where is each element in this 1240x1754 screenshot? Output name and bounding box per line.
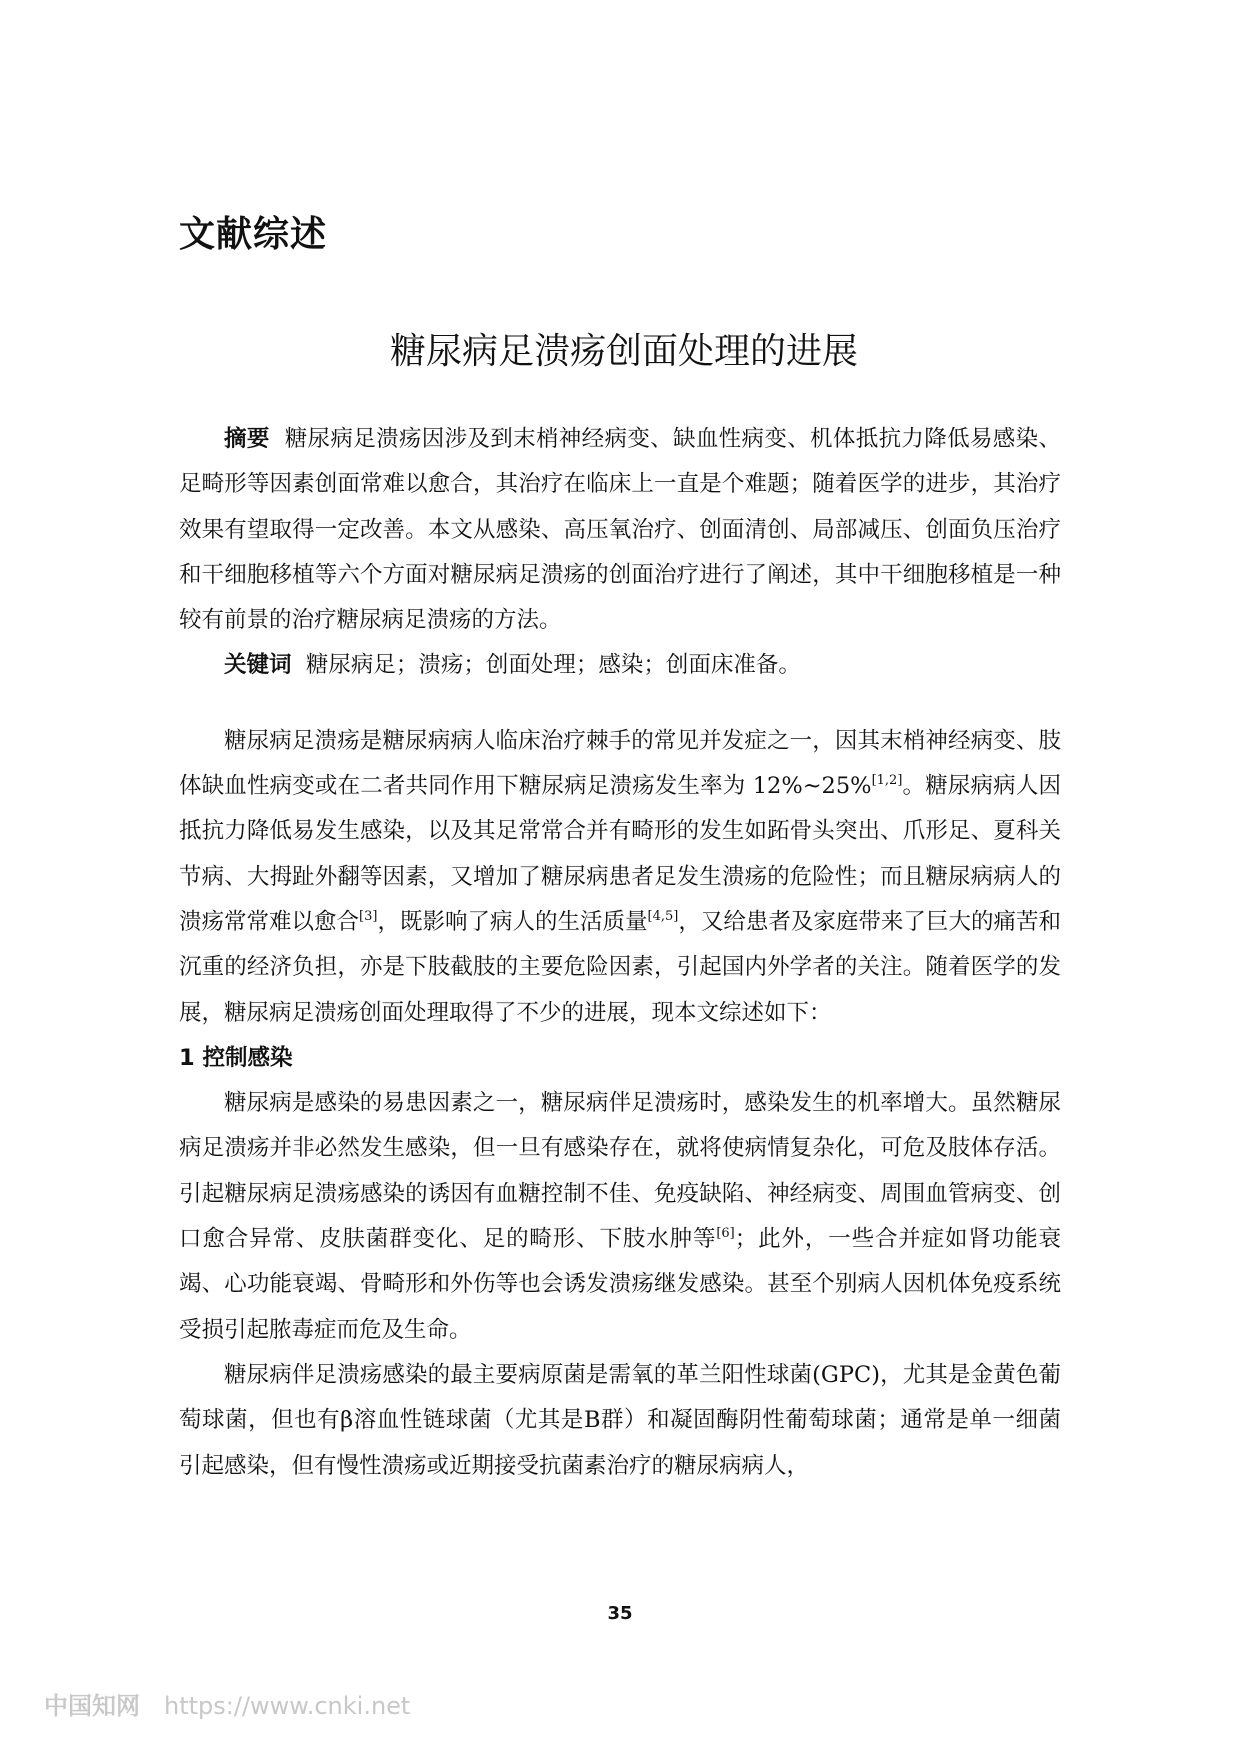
watermark bbox=[44, 1686, 410, 1721]
keywords-label: 关键词 bbox=[224, 652, 292, 679]
watermark-url: https://www.cnki.net bbox=[164, 1692, 411, 1720]
intro-text-3: ，既影响了病人的生活质量 bbox=[377, 908, 648, 935]
section1-text-1: 糖尿病是感染的易患因素之一，糖尿病伴足溃疡时，感染发生的机率增大。虽然糖尿病足溃疡并非必然发生感染，但一旦有感染存在，就将使病情复杂化，可危及肢体存活。引起糖尿病足溃疡感染的诱因有血糖控制不佳、免疫缺陷、神经病变、周围血管病变、创口愈合异常、皮肤菌群变化、足的畸形、下肢水肿等 bbox=[179, 1090, 1061, 1253]
intro-text-4: ，又给患者及家庭带来了巨大的痛苦和沉重的经济负担，亦是下肢截肢的主要危险因素，引起国内外学者的关注。随着医学的发展，糖尿病足溃疡创面处理取得了不少的进展，现本文综述如下： bbox=[179, 908, 1061, 1026]
intro-text-2: 。糖尿病病人因抵抗力降低易发生感染，以及其足常常合并有畸形的发生如跖骨头突出、爪形足、夏科关节病、大拇趾外翻等因素，又增加了糖尿病患者足发生溃疡的危险性；而且糖尿病病人的溃疡常常难以愈合 bbox=[179, 773, 1061, 935]
watermark-name: 中国知网 bbox=[44, 1692, 140, 1720]
citation: [1,2] bbox=[871, 773, 903, 789]
article-title: 糖尿病足溃疡创面处理的进展 bbox=[389, 331, 858, 372]
citation: [4,5] bbox=[647, 908, 679, 924]
abstract-label: 摘要 bbox=[224, 426, 270, 452]
page-number: 35 bbox=[607, 1603, 633, 1624]
citation: [3] bbox=[359, 908, 378, 924]
section1-paragraph-2: 糖尿病伴足溃疡感染的最主要病原菌是需氧的革兰阳性球菌(GPC)，尤其是金黄色葡萄球菌，但也有β溶血性链球菌（尤其是B群）和凝固酶阴性葡萄球菌；通常是单一细菌引起感染，但有慢性溃疡或近期接受抗菌素治疗的糖尿病病人， bbox=[179, 1361, 1061, 1479]
section-heading: 1 控制感染 bbox=[179, 1044, 293, 1071]
abstract bbox=[179, 417, 1061, 643]
section1-text-2: ；此外，一些合并症如肾功能衰竭、心功能衰竭、骨畸形和外伤等也会诱发溃疡继发感染。甚至个别病人因机体免疫系统受损引起脓毒症而危及生命。 bbox=[179, 1226, 1061, 1343]
intro-text-1: 糖尿病足溃疡是糖尿病病人临床治疗棘手的常见并发症之一，因其末梢神经病变、肢体缺血性病变或在二者共同作用下糖尿病足溃疡发生率为 12%~25% bbox=[179, 727, 1061, 800]
article-body bbox=[179, 417, 1061, 1489]
citation: [6] bbox=[716, 1226, 735, 1242]
section1-paragraph-1 bbox=[179, 1081, 1061, 1353]
section-label: 文献综述 bbox=[179, 214, 328, 255]
keywords bbox=[179, 643, 1061, 688]
intro-paragraph bbox=[179, 719, 1061, 1036]
keywords-text: 糖尿病足；溃疡；创面处理；感染；创面床准备。 bbox=[305, 652, 801, 679]
abstract-text: 糖尿病足溃疡因涉及到末梢神经病变、缺血性病变、机体抵抗力降低易感染、足畸形等因素创面常难以愈合，其治疗在临床上一直是个难题；随着医学的进步，其治疗效果有望取得一定改善。本文从感染、高压氧治疗、创面清创、局部减压、创面负压治疗和干细胞移植等六个方面对糖尿病足溃疡的创面治疗进行了阐述，其中干细胞移植是一种较有前景的治疗糖尿病足溃疡的方法。 bbox=[179, 426, 1061, 634]
